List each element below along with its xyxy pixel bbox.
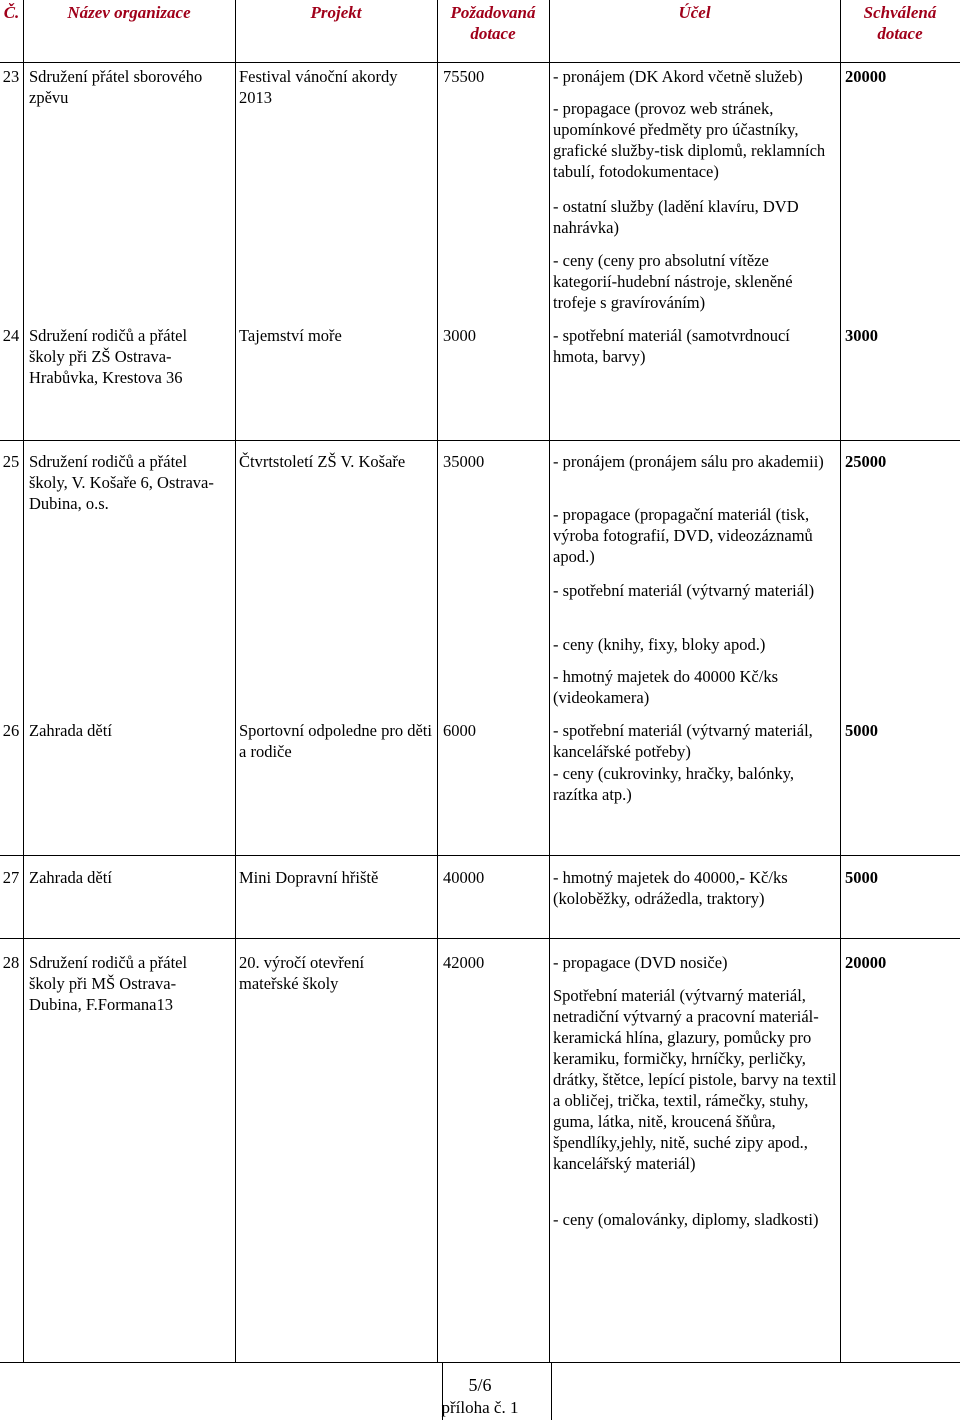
purpose-item: - ceny (omalovánky, diplomy, sladkosti)	[553, 1210, 819, 1229]
purpose-item: - propagace (propagační materiál (tisk, výroba fotografií, DVD, videozáznamů apod.)	[553, 505, 813, 566]
requested-amount: 3000	[443, 326, 476, 345]
row-divider	[0, 1362, 960, 1363]
approved-amount: 3000	[845, 326, 878, 345]
col-divider	[23, 0, 24, 1362]
col-divider	[235, 0, 236, 1362]
approved-amount: 5000	[845, 721, 878, 740]
purpose-item: - hmotný majetek do 40000,- Kč/ks (koloběžky, odrážedla, traktory)	[553, 868, 788, 908]
header-no: Č.	[3, 3, 20, 22]
org-name: Sdružení přátel sborového zpěvu	[29, 67, 203, 107]
page-number: 5/6	[468, 1375, 492, 1395]
row-number: 23	[2, 67, 20, 86]
header-requested: Požadovaná dotace	[450, 3, 536, 43]
purpose-item: - ostatní služby (ladění klavíru, DVD nahrávka)	[553, 197, 799, 237]
row-number: 26	[2, 721, 20, 740]
header-approved: Schválená dotace	[863, 3, 937, 43]
row-divider	[0, 62, 960, 63]
row-number: 28	[2, 953, 20, 972]
project-name: Tajemství moře	[239, 326, 342, 345]
approved-amount: 25000	[845, 452, 887, 471]
approved-amount: 20000	[845, 67, 887, 86]
purpose-item: - ceny (cukrovinky, hračky, balónky, razítka atp.)	[553, 764, 794, 804]
purpose-item: - ceny (knihy, fixy, bloky apod.)	[553, 635, 766, 654]
purpose-item: - propagace (provoz web stránek, upomínkové předměty pro účastníky, grafické služby-tisk diplomů, reklamních tabulí, fotodokumentace)	[553, 99, 826, 181]
requested-amount: 35000	[443, 452, 485, 471]
purpose-item: - pronájem (DK Akord včetně služeb)	[553, 67, 803, 86]
org-name: Zahrada dětí	[29, 868, 112, 887]
approved-amount: 5000	[845, 868, 878, 887]
org-name: Sdružení rodičů a přátel školy, V. Košaře 6, Ostrava-Dubina, o.s.	[29, 452, 214, 513]
header-project: Projekt	[310, 3, 362, 22]
requested-amount: 6000	[443, 721, 476, 740]
row-number: 24	[2, 326, 20, 345]
org-name: Sdružení rodičů a přátel školy při ZŠ Ostrava-Hrabůvka, Krestova 36	[29, 326, 188, 387]
purpose-item: - ceny (ceny pro absolutní vítěze kategorií-hudební nástroje, skleněné trofeje s gravírováním)	[553, 251, 793, 312]
purpose-item: - pronájem (pronájem sálu pro akademii)	[553, 452, 824, 471]
requested-amount: 75500	[443, 67, 485, 86]
purpose-item: - spotřební materiál (výtvarný materiál, kancelářské potřeby)	[553, 721, 813, 761]
project-name: Mini Dopravní hřiště	[239, 868, 379, 887]
row-divider	[0, 440, 960, 441]
project-name: Festival vánoční akordy 2013	[239, 67, 398, 107]
header-purpose: Účel	[678, 3, 711, 22]
purpose-item: - spotřební materiál (samotvrdnoucí hmota, barvy)	[553, 326, 790, 366]
row-divider	[0, 855, 960, 856]
purpose-item: Spotřební materiál (výtvarný materiál, netradiční výtvarný a pracovní materiál-keramická hlína, glazury, pomůcky pro keramiku, formičky, hrníčky, perličky, drátky, štětce, lepící pistole, barvy na textil a obličej, trička, textil, rámečky, stuhy, guma, látka, nitě, kroucená šňůra, špendlíky,jehly, nitě, suché zipy apod., kancelářský materiál)	[553, 986, 837, 1173]
row-divider	[0, 938, 960, 939]
purpose-item: - spotřební materiál (výtvarný materiál)	[553, 581, 815, 600]
row-number: 27	[2, 868, 20, 887]
project-name: 20. výročí otevření mateřské školy	[239, 953, 365, 993]
requested-amount: 42000	[443, 953, 485, 972]
row-number: 25	[2, 452, 20, 471]
project-name: Čtvrtstoletí ZŠ V. Košaře	[239, 452, 406, 471]
purpose-item: - propagace (DVD nosiče)	[553, 953, 728, 972]
attachment-label: příloha č. 1	[441, 1398, 519, 1417]
purpose-item: - hmotný majetek do 40000 Kč/ks (videokamera)	[553, 667, 779, 707]
col-divider	[549, 0, 550, 1362]
org-name: Sdružení rodičů a přátel školy při MŠ Ostrava-Dubina, F.Formana13	[29, 953, 188, 1014]
org-name: Zahrada dětí	[29, 721, 112, 740]
project-name: Sportovní odpoledne pro děti a rodiče	[239, 721, 432, 761]
header-org: Název organizace	[67, 3, 191, 22]
col-divider	[840, 0, 841, 1362]
requested-amount: 40000	[443, 868, 485, 887]
approved-amount: 20000	[845, 953, 887, 972]
col-divider	[437, 0, 438, 1362]
